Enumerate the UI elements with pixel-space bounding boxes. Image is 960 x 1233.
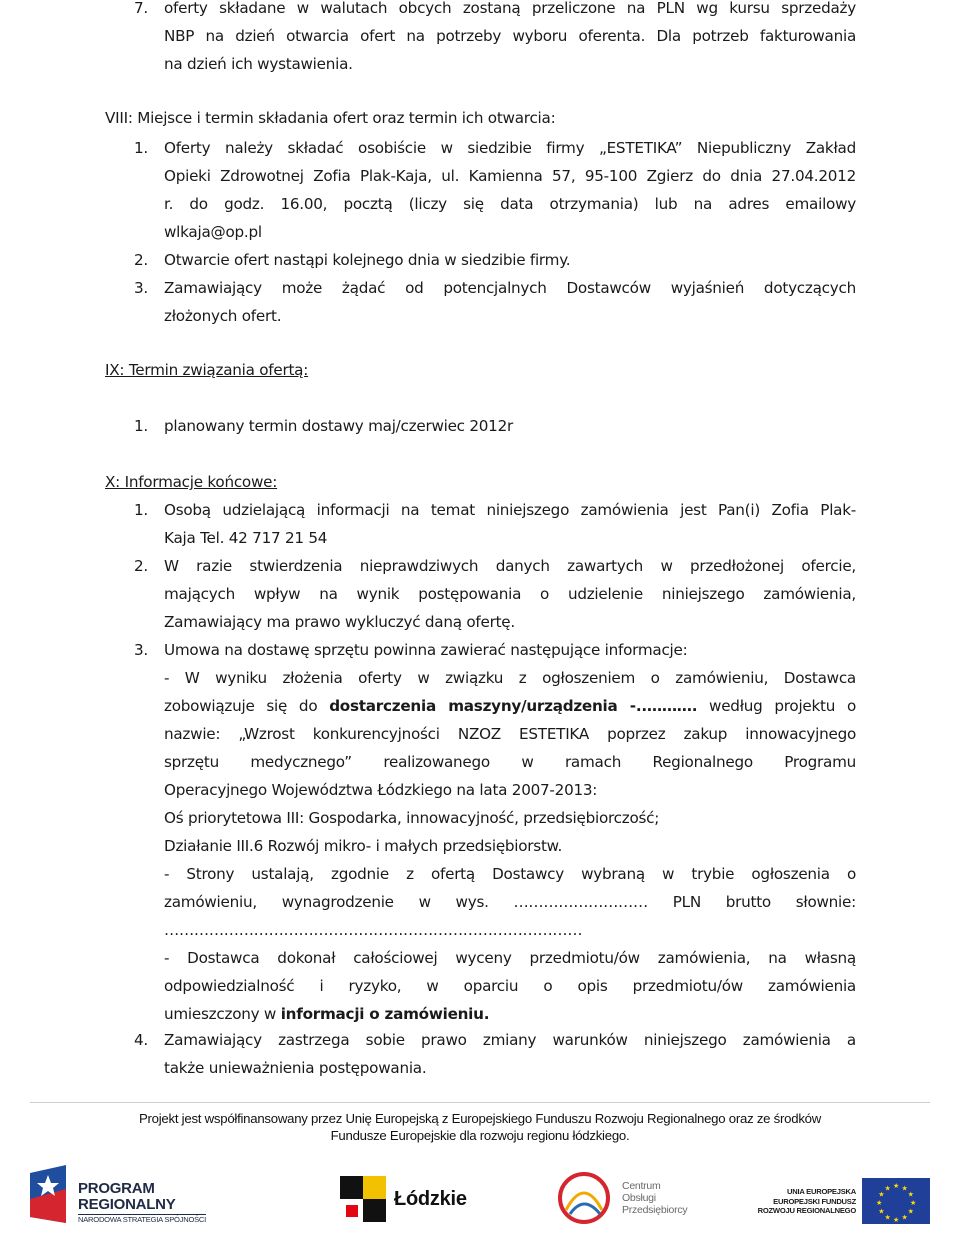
svg-text:★: ★ [907, 1190, 914, 1199]
item-number: 1. [134, 417, 148, 435]
text-line: planowany termin dostawy maj/czerwiec 2012r [164, 417, 513, 435]
svg-text:★: ★ [892, 1216, 900, 1224]
centrum-obslugi-logo [556, 1170, 706, 1230]
text-line: Osobą udzielającą informacji na temat niniejszego zamówienia jest Pan(i) Zofia Plak- [164, 501, 856, 519]
text-line: oferty składane w walutach obcych zostaną przeliczone na PLN wg kursu sprzedaży [164, 0, 856, 17]
text-line: Działanie III.6 Rozwój mikro- i małych przedsiębiorstw. [164, 837, 563, 855]
email-address: wlkaja@op.pl [164, 223, 262, 241]
text-line: mających wpływ na wynik postępowania o udzielenie niniejszego zamówienia, [164, 585, 856, 603]
text-line [164, 692, 856, 720]
section-10-item-3 [0, 636, 960, 1028]
program-regionalny-emblem-icon [30, 1165, 70, 1225]
text-line: NBP na dzień otwarcia ofert na potrzeby wyboru oferenta. Dla potrzeb fakturowania [164, 27, 856, 45]
text-line: Zamawiający zastrzega sobie prawo zmiany warunków niniejszego zamówienia a [164, 1031, 856, 1049]
svg-text:★: ★ [884, 1213, 891, 1222]
section-9-heading [0, 356, 960, 384]
section-10-heading [0, 468, 960, 496]
text-line: Oś priorytetowa III: Gospodarka, innowacyjność, przedsiębiorczość; [164, 809, 660, 827]
centrum-obslugi-emblem-icon [556, 1170, 616, 1226]
svg-text:★: ★ [892, 1182, 900, 1190]
section-heading-text: IX: Termin związania ofertą: [105, 361, 309, 379]
item-number: 1. [134, 501, 148, 519]
logo-text: UNIA EUROPEJSKA [787, 1187, 856, 1196]
section-10-item-1 [0, 496, 960, 552]
logo-text: Obsługi [622, 1192, 656, 1204]
text-line: Opieki Zdrowotnej Zofia Plak-Kaja, ul. Kamienna 57, 95-100 Zgierz do dnia 27.04.2012 [164, 167, 856, 185]
svg-text:★: ★ [907, 1207, 914, 1216]
text-span: zobowiązuje się do [164, 697, 330, 715]
project-name-line: nazwie: „Wzrost konkurencyjności NZOZ ESTETIKA poprzez zakup innowacyjnego [164, 725, 856, 743]
svg-text:★: ★ [901, 1213, 908, 1222]
svg-text:★: ★ [901, 1184, 908, 1193]
section-9-item-1 [0, 412, 960, 440]
logo-text: EUROPEJSKI FUNDUSZ [773, 1196, 856, 1206]
footer-divider [30, 1102, 930, 1103]
lodzkie-emblem-icon [340, 1176, 386, 1222]
text-line: Zamawiający może żądać od potencjalnych Dostawców wyjaśnień dotyczących [164, 279, 856, 297]
logo-text: ROZWOJU REGIONALNEGO [757, 1206, 856, 1215]
text-line: - W wyniku złożenia oferty w związku z ogłoszeniem o zamówieniu, Dostawca [164, 669, 856, 687]
svg-text:★: ★ [878, 1190, 885, 1199]
bold-text-span: informacji o zamówieniu. [280, 1005, 490, 1023]
text-span: umieszczony w [164, 1005, 281, 1023]
section-10-item-2 [0, 552, 960, 636]
logo-text: PROGRAM [78, 1180, 155, 1197]
item-number: 1. [134, 139, 148, 157]
text-line: złożonych ofert. [164, 307, 282, 325]
svg-text:★: ★ [909, 1199, 917, 1207]
item-number: 4. [134, 1031, 148, 1049]
footer-line: Projekt jest współfinansowany przez Unię Europejską z Europejskiego Funduszu Rozwoju Regionalnego oraz ze środków [138, 1111, 822, 1126]
svg-text:★: ★ [884, 1184, 891, 1193]
section-8-item-1 [0, 134, 960, 246]
svg-text:★: ★ [875, 1199, 883, 1207]
logo-text: REGIONALNY [78, 1196, 176, 1213]
section-10-item-4 [0, 1026, 960, 1082]
text-line [164, 1000, 856, 1028]
section-heading-text: VIII: Miejsce i termin składania ofert oraz termin ich otwarcia: [105, 109, 556, 127]
text-span: według projektu o [697, 697, 856, 715]
section-8-item-3 [0, 274, 960, 330]
footer-line: Fundusze Europejskie dla rozwoju regionu łódzkiego. [330, 1127, 630, 1143]
eu-flag-icon [862, 1178, 930, 1224]
text-line: Otwarcie ofert nastąpi kolejnego dnia w siedzibie firmy. [164, 251, 571, 269]
text-line: odpowiedzialność i ryzyko, w oparciu o opis przedmiotu/ów zamówienia [164, 977, 856, 995]
text-line: na dzień ich wystawienia. [164, 55, 353, 73]
section-7-item [0, 0, 960, 78]
svg-text:★: ★ [878, 1207, 885, 1216]
text-line: także unieważnienia postępowania. [164, 1059, 427, 1077]
logo-text: Centrum [622, 1180, 661, 1192]
text-line: r. do godz. 16.00, pocztą (liczy się data otrzymania) lub na adres emailowy [164, 195, 856, 213]
dotted-fill-line: ………………………………………………………………………… [164, 921, 583, 939]
text-line: Umowa na dostawę sprzętu powinna zawierać następujące informacje: [164, 641, 688, 659]
lodzkie-logo [340, 1176, 470, 1228]
item-number: 2. [134, 251, 148, 269]
eu-logo [756, 1178, 936, 1228]
text-line: Oferty należy składać osobiście w siedzibie firmy „ESTETIKA” Niepubliczny Zakład [164, 139, 856, 157]
section-8-heading [0, 104, 960, 132]
section-8-item-2 [0, 246, 960, 274]
item-number: 3. [134, 641, 148, 659]
text-line: W razie stwierdzenia nieprawdziwych danych zawartych w przedłożonej ofercie, [164, 557, 856, 575]
text-line: Zamawiający ma prawo wykluczyć daną ofertę. [164, 613, 515, 631]
text-line: - Dostawca dokonał całościowej wyceny przedmiotu/ów zamówienia, na własną [164, 949, 856, 967]
text-line: zamówieniu, wynagrodzenie w wys. ……………………… PLN brutto słownie: [164, 893, 856, 911]
text-line: Operacyjnego Województwa Łódzkiego na lata 2007-2013: [164, 781, 598, 799]
logo-text: Przedsiębiorcy [622, 1204, 688, 1216]
section-heading-text: X: Informacje końcowe: [105, 473, 278, 491]
text-line: sprzętu medycznego” realizowanego w ramach Regionalnego Programu [164, 753, 856, 771]
logo-text: Łódzkie [394, 1188, 467, 1210]
item-number: 3. [134, 279, 148, 297]
text-line: - Strony ustalają, zgodnie z ofertą Dostawcy wybraną w trybie ogłoszenia o [164, 865, 856, 883]
bold-text-span: dostarczenia maszyny/urządzenia -..………. [329, 697, 698, 715]
item-number: 2. [134, 557, 148, 575]
logo-subtext: NARODOWA STRATEGIA SPÓJNOŚCI [78, 1215, 207, 1224]
item-number: 7. [134, 0, 148, 17]
phone-line: Kaja Tel. 42 717 21 54 [164, 529, 328, 547]
footer-cofinancing-text [0, 1111, 960, 1144]
program-regionalny-logo [30, 1165, 230, 1227]
